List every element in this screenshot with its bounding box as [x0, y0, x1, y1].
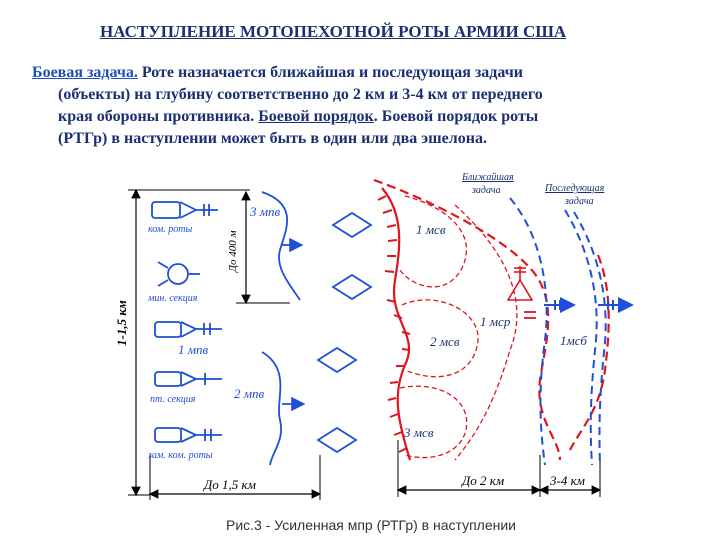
label-to-3-4km: 3-4 км: [550, 473, 585, 488]
deputy-commander-symbol: [155, 428, 222, 442]
figure-caption: Рис.3 - Усиленная мпр (РТГр) в наступлении: [226, 517, 516, 533]
enemy-front-hatching: [378, 196, 410, 452]
enemy-platoon-area-3: [400, 386, 467, 457]
company-commander-symbol: [152, 202, 218, 218]
label-depth-1-5: До 1,5 км: [204, 477, 256, 492]
label-depth-400: До 400 м: [227, 230, 239, 272]
enemy-rear-line: [570, 255, 609, 450]
label-to-2km: До 2 км: [462, 473, 505, 488]
label-front-width: 1-1,5 км: [114, 300, 129, 346]
armor-diamond-1: [333, 213, 371, 237]
platoon-2-line: [262, 352, 281, 465]
platoon-1-symbol: [155, 322, 222, 337]
label-subsequent-2: задача: [565, 196, 594, 207]
task-lead: Боевая задача.: [32, 64, 138, 81]
label-immediate-2: задача: [472, 185, 501, 196]
enemy-company-area: [455, 205, 517, 460]
label-msv-2: 2 мсв: [430, 334, 460, 349]
armor-diamond-4: [318, 428, 356, 452]
objective-lines: [510, 198, 630, 465]
task-line-2: (объекты) на глубину соответственно до 2 км и 3-4 км от переднего: [58, 86, 543, 103]
task-line-4: (РТГр) в наступлении может быть в один или два эшелона.: [58, 130, 487, 147]
task-line-3c: . Боевой порядок роты: [373, 108, 539, 125]
task-line-3a: края обороны противника.: [58, 108, 259, 125]
task-line-1: Роте назначается ближайшая и последующая задачи: [137, 64, 523, 81]
label-subsequent-1: Последующая: [545, 183, 605, 194]
antitank-section-symbol: [155, 372, 222, 386]
armor-diamond-3: [318, 348, 356, 372]
armor-diamond-2: [333, 275, 371, 299]
label-antitank-section: пт. секция: [150, 394, 196, 405]
enemy-platoon-area-1: [400, 196, 466, 287]
label-msv-3: 3 мсв: [404, 425, 434, 440]
label-mortar-section: мин. секция: [148, 293, 198, 304]
label-immediate-1: Ближайшая: [462, 172, 514, 183]
label-msr-1: 1 мср: [480, 314, 511, 329]
label-msb-1: 1мсб: [560, 333, 587, 348]
mortar-section-symbol: [158, 262, 200, 286]
label-platoon-1: 1 мпв: [178, 342, 209, 357]
label-msv-1: 1 мсв: [416, 222, 446, 237]
enemy-front-edge: [382, 188, 410, 460]
label-company-cmd: ком. роты: [148, 224, 193, 235]
label-deputy-cmd: зам. ком. роты: [148, 450, 213, 461]
label-platoon-3: 3 мпв: [250, 204, 281, 219]
page-title: НАСТУПЛЕНИЕ МОТОПЕХОТНОЙ РОТЫ АРМИИ США: [100, 22, 567, 41]
task-line-3b: Боевой порядок: [258, 108, 374, 125]
dimension-depth-1-5: [150, 455, 320, 500]
label-platoon-2: 2 мпв: [234, 386, 265, 401]
